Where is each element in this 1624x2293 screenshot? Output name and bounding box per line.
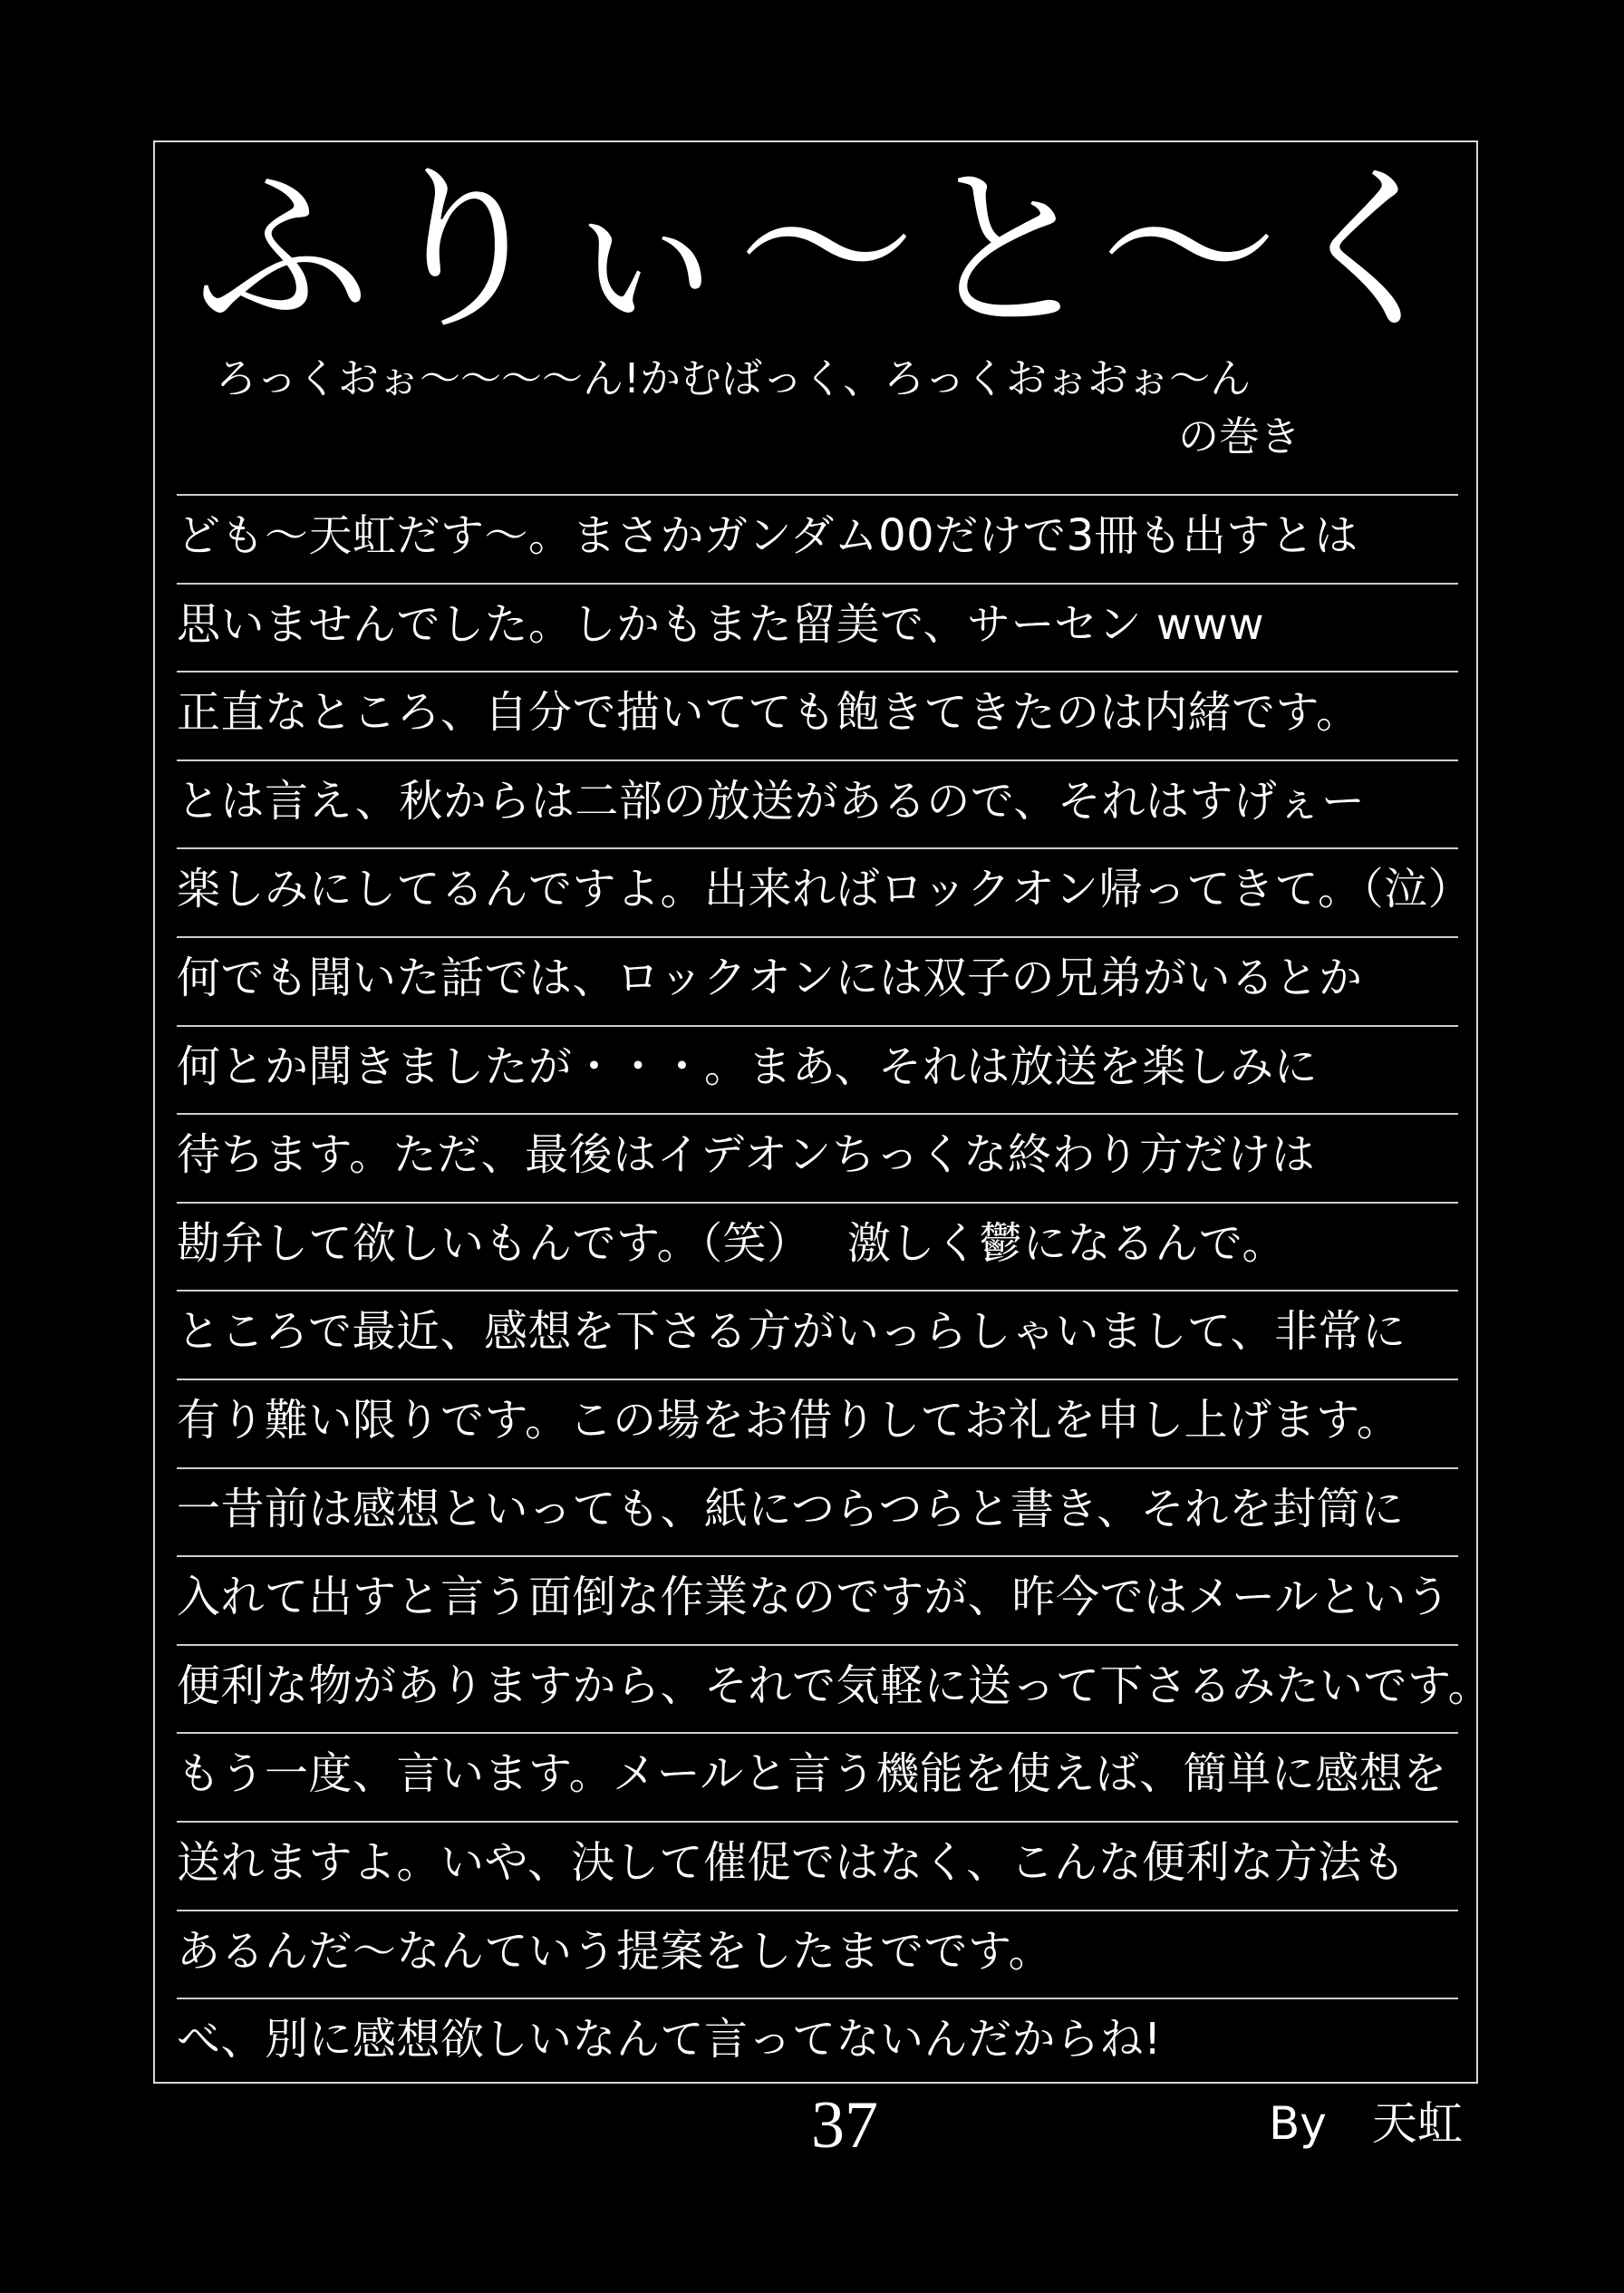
body-line: 入れて出すと言う面倒な作業なのですが、昨今ではメールという [177,1572,1451,1622]
body-line: 便利な物がありますから、それで気軽に送って下さるみたいです。 [177,1660,1493,1711]
page-subtitle: ろっくおぉ～～～～ん!かむばっく、ろっくおぉおぉ～ん [216,354,1252,402]
page-subtitle-tail: の巻き [1178,412,1301,460]
ruled-line [177,583,1458,585]
ruled-line [177,759,1458,761]
ruled-line [177,1732,1458,1734]
ruled-line [177,1998,1458,1999]
ruled-line [177,936,1458,938]
ruled-line [177,1821,1458,1823]
body-line: 思いませんでした。しかもまた留美で、サーセン www [177,599,1265,650]
ruled-line [177,1467,1458,1469]
page-title: ふりぃ～と～く [194,148,1464,354]
ruled-line [177,1555,1458,1557]
body-line: ところで最近、感想を下さる方がいっらしゃいまして、非常に [177,1306,1406,1357]
body-line: べ、別に感想欲しいなんて言ってないんだからね! [177,2014,1162,2065]
body-line: あるんだ～なんていう提案をしたまでです。 [177,1926,1053,1977]
ruled-line [177,494,1458,496]
body-line: とは言え、秋からは二部の放送があるので、それはすげぇー [177,776,1366,827]
ruled-line [177,671,1458,672]
ruled-line [177,1290,1458,1292]
ruled-line [177,1025,1458,1027]
body-line: もう一度、言います。メールと言う機能を使えば、簡単に感想を [177,1748,1447,1799]
body-line: ども～天虹だす～。まさかガンダム00だけで3冊も出すとは [177,510,1358,561]
body-line: 勘弁して欲しいもんです。（笑） 激しく鬱になるんで。 [177,1218,1286,1269]
page-number: 37 [811,2088,878,2162]
ruled-line [177,1379,1458,1380]
body-line: 楽しみにしてるんですよ。出来ればロックオン帰ってきて。（泣） [177,864,1473,914]
body-line: 一昔前は感想といっても、紙につらつらと書き、それを封筒に [177,1484,1405,1534]
body-line: 何でも聞いた話では、ロックオンには双子の兄弟がいるとか [177,953,1363,1003]
ruled-line [177,1113,1458,1115]
ruled-line [177,1644,1458,1646]
body-line: 何とか聞きましたが・・・。まあ、それは放送を楽しみに [177,1041,1319,1092]
ruled-line [177,847,1458,849]
author-byline: By 天虹 [1269,2097,1463,2150]
body-line: 正直なところ、自分で描いてても飽きてきたのは内緒です。 [177,687,1360,738]
body-line: 有り難い限りです。この場をお借りしてお礼を申し上げます。 [177,1395,1401,1446]
ruled-line [177,1910,1458,1911]
body-line: 待ちます。ただ、最後はイデオンちっくな終わり方だけは [177,1129,1316,1180]
ruled-line [177,1202,1458,1204]
body-line: 送れますよ。いや、決して催促ではなく、こんな便利な方法も [177,1837,1406,1888]
